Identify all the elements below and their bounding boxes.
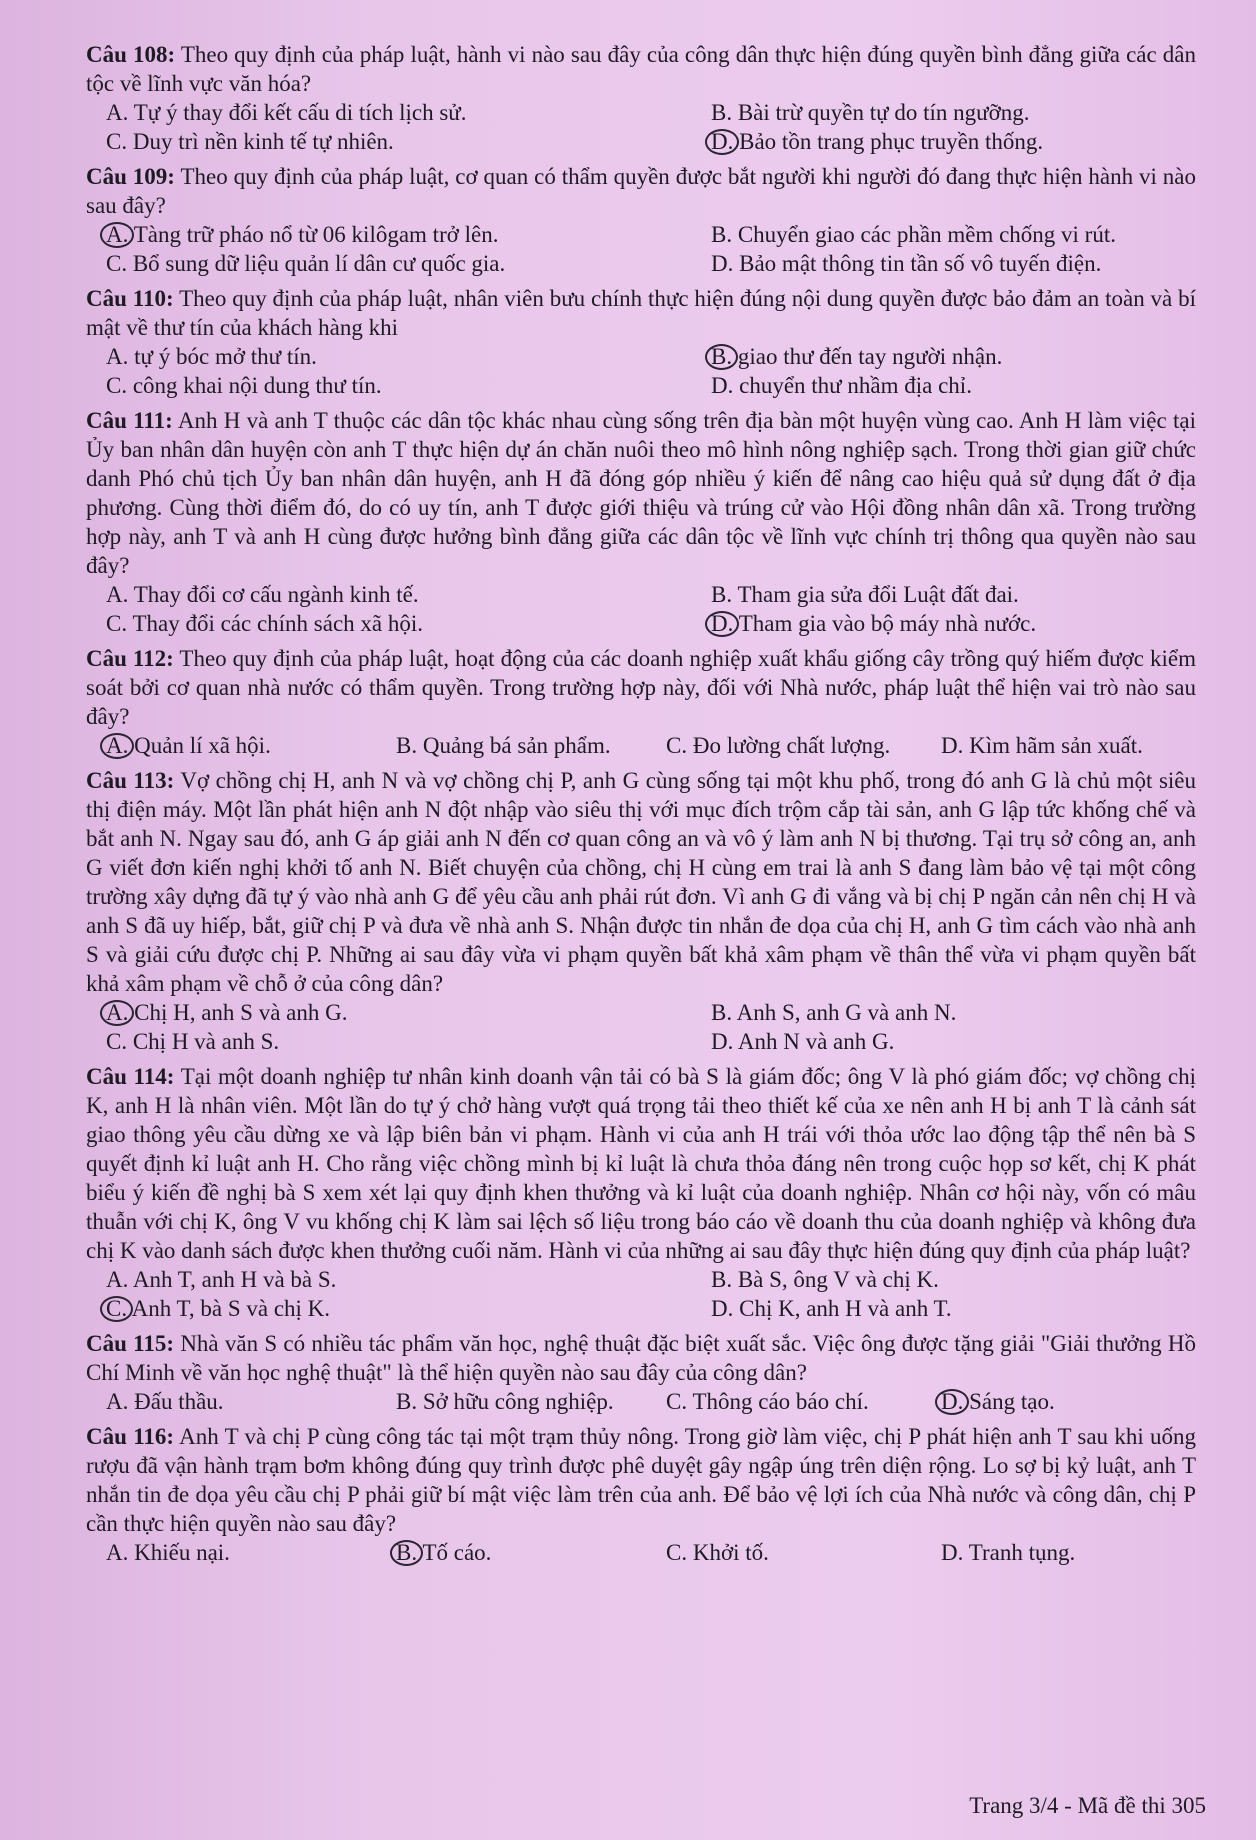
question-body: Tại một doanh nghiệp tư nhân kinh doanh vận tải có bà S là giám đốc; ông V là phó giám đốc; vợ chồng chị K, anh H là nhân viên. Một lần do tự ý chở hàng vượt quá trọng tải theo thiết kế của xe nên anh H bị anh T là cảnh sát giao thông yêu cầu dừng xe và lập biên bản vi phạm. Hành vi của anh H trái với thỏa ước lao động tập thể nên bà S quyết định kỉ luật anh H. Cho rằng việc chồng mình bị kỉ luật là chưa thỏa đáng nên trong cuộc họp sơ kết, chị K phát biểu ý kiến đề nghị bà S xem xét lại quy định khen thưởng và kỉ luật của doanh nghiệp. Nhân cơ hội này, vốn có mâu thuẫn với chị K, ông V vu khống chị K làm sai lệch số liệu trong báo cáo về doanh thu của doanh nghiệp và không đưa chị K vào danh sách được khen thưởng cuối năm. Hành vi của những ai sau đây thực hiện đúng quy định của pháp luật?: [86, 1064, 1196, 1263]
option-b: B. Chuyển giao các phần mềm chống vi rút.: [711, 222, 1116, 247]
question-text: [86, 1329, 1196, 1387]
question-body: Theo quy định của pháp luật, nhân viên bưu chính thực hiện đúng nội dung quyền được bảo đảm an toàn và bí mật về thư tín của khách hàng khi: [86, 286, 1196, 340]
circled-answer-mark: B.: [705, 344, 738, 370]
option-list: [86, 731, 1196, 760]
question-text: [86, 1062, 1196, 1265]
option-list: [86, 342, 1196, 400]
option-c: C. Duy trì nền kinh tế tự nhiên.: [106, 129, 394, 154]
option-c: C. Bổ sung dữ liệu quản lí dân cư quốc gia.: [106, 251, 506, 276]
question-115: [86, 1329, 1196, 1416]
circled-answer-mark: D.: [705, 129, 739, 155]
option-a: A. Chị H, anh S và anh G.: [106, 998, 651, 1027]
option-list: [86, 1387, 1196, 1416]
option-a: A. Tàng trữ pháo nổ từ 06 kilôgam trở lên.: [106, 220, 651, 249]
question-text: [86, 644, 1196, 731]
question-body: Nhà văn S có nhiều tác phẩm văn học, nghệ thuật đặc biệt xuất sắc. Việc ông được tặng giải "Giải thưởng Hồ Chí Minh về văn học nghệ thuật" là thể hiện quyền nào sau đây của công dân?: [86, 1331, 1197, 1385]
option-a: A. Quản lí xã hội.: [106, 731, 396, 760]
option-a: A. Thay đổi cơ cấu ngành kinh tế.: [106, 582, 419, 607]
option-c: C. Khởi tố.: [666, 1540, 769, 1565]
circled-answer-mark: D.: [935, 1389, 969, 1415]
option-a: A. tự ý bóc mở thư tín.: [106, 344, 317, 369]
option-a: A. Tự ý thay đổi kết cấu di tích lịch sử.: [106, 100, 467, 125]
option-a: A. Đấu thầu.: [106, 1389, 224, 1414]
question-111: [86, 406, 1196, 638]
option-b: B. Bà S, ông V và chị K.: [711, 1267, 939, 1292]
option-a: A. Khiếu nại.: [106, 1540, 230, 1565]
option-c: C. Đo lường chất lượng.: [666, 733, 891, 758]
circled-answer-mark: A.: [100, 1000, 134, 1026]
question-text: [86, 766, 1196, 998]
option-d: D. Sáng tạo.: [941, 1387, 1196, 1416]
option-d: D. Bảo mật thông tin tần số vô tuyến điện.: [711, 251, 1102, 276]
question-number: Câu 112:: [86, 646, 174, 671]
question-body: Anh T và chị P cùng công tác tại một trạm thủy nông. Trong giờ làm việc, chị P phát hiện anh T sau khi uống rượu đã vận hành trạm bơm không đúng quy trình được phê duyệt gây ngập úng trên diện rộng. Lo sợ bị kỷ luật, anh T nhắn tin đe dọa yêu cầu chị P phải giữ bí mật việc làm trên của anh. Để bảo vệ lợi ích của Nhà nước và công dân, chị P cần thực hiện quyền nào sau đây?: [86, 1424, 1197, 1536]
question-body: Anh H và anh T thuộc các dân tộc khác nhau cùng sống trên địa bàn một huyện vùng cao. Anh H làm việc tại Ủy ban nhân dân huyện còn anh T thực hiện dự án chăn nuôi theo mô hình nông nghiệp sạch. Trong thời gian giữ chức danh Phó chủ tịch Ủy ban nhân dân huyện, anh H đã đóng góp nhiều ý kiến để nâng cao hiệu quả sử dụng đất ở địa phương. Cùng thời điểm đó, do có uy tín, anh T được giới thiệu và trúng cử vào Hội đồng nhân dân xã. Trong trường hợp này, anh T và anh H cùng được hưởng bình đẳng giữa các dân tộc về lĩnh vực chính trị thông qua quyền nào sau đây?: [86, 408, 1196, 578]
question-116: [86, 1422, 1196, 1567]
question-body: Theo quy định của pháp luật, hành vi nào sau đây của công dân thực hiện đúng quyền bình đẳng giữa các dân tộc về lĩnh vực văn hóa?: [86, 42, 1197, 96]
question-number: Câu 108:: [86, 42, 176, 67]
option-list: [86, 998, 1196, 1056]
option-c: C. Thông cáo báo chí.: [666, 1389, 869, 1414]
option-d: D. Tranh tụng.: [941, 1540, 1076, 1565]
question-body: Theo quy định của pháp luật, cơ quan có thẩm quyền được bắt người khi người đó đang thực hiện hành vi nào sau đây?: [86, 164, 1196, 218]
question-number: Câu 113:: [86, 768, 175, 793]
option-d: D. chuyển thư nhầm địa chỉ.: [711, 373, 972, 398]
page-footer: Trang 3/4 - Mã đề thi 305: [969, 1793, 1206, 1818]
option-d: D. Kìm hãm sản xuất.: [941, 733, 1143, 758]
option-b: B. Quảng bá sản phẩm.: [396, 733, 611, 758]
option-d: D. Anh N và anh G.: [711, 1029, 895, 1054]
question-text: [86, 284, 1196, 342]
option-d: D. Chị K, anh H và anh T.: [711, 1296, 952, 1321]
circled-answer-mark: A.: [100, 733, 134, 759]
circled-answer-mark: C.: [100, 1296, 133, 1322]
question-number: Câu 111:: [86, 408, 173, 433]
option-c: C. công khai nội dung thư tín.: [106, 373, 382, 398]
question-text: [86, 40, 1196, 98]
question-text: [86, 406, 1196, 580]
option-c: C. Chị H và anh S.: [106, 1029, 280, 1054]
option-d: D. Bảo tồn trang phục truyền thống.: [651, 127, 1196, 156]
question-number: Câu 115:: [86, 1331, 175, 1356]
question-108: [86, 40, 1196, 156]
option-list: [86, 98, 1196, 156]
option-list: [86, 1538, 1196, 1567]
option-b: B. giao thư đến tay người nhận.: [651, 342, 1196, 371]
option-list: [86, 1265, 1196, 1323]
option-b: B. Sở hữu công nghiệp.: [396, 1389, 614, 1414]
question-112: [86, 644, 1196, 760]
question-number: Câu 116:: [86, 1424, 175, 1449]
question-number: Câu 114:: [86, 1064, 175, 1089]
option-b: B. Bài trừ quyền tự do tín ngưỡng.: [711, 100, 1030, 125]
option-a: A. Anh T, anh H và bà S.: [106, 1267, 337, 1292]
question-113: [86, 766, 1196, 1056]
option-list: [86, 580, 1196, 638]
question-109: [86, 162, 1196, 278]
option-b: B. Anh S, anh G và anh N.: [711, 1000, 957, 1025]
circled-answer-mark: A.: [100, 222, 134, 248]
question-114: [86, 1062, 1196, 1323]
circled-answer-mark: B.: [390, 1540, 423, 1566]
option-b: B. Tham gia sửa đổi Luật đất đai.: [711, 582, 1019, 607]
question-list: [86, 40, 1196, 1573]
option-list: [86, 220, 1196, 278]
circled-answer-mark: D.: [705, 611, 739, 637]
option-d: D. Tham gia vào bộ máy nhà nước.: [651, 609, 1196, 638]
option-c: C. Thay đổi các chính sách xã hội.: [106, 611, 424, 636]
question-body: Theo quy định của pháp luật, hoạt động của các doanh nghiệp xuất khẩu giống cây trồng quý hiếm được kiểm soát bởi cơ quan nhà nước có thẩm quyền. Trong trường hợp này, đối với Nhà nước, pháp luật thể hiện vai trò nào sau đây?: [86, 646, 1196, 729]
question-110: [86, 284, 1196, 400]
question-text: [86, 162, 1196, 220]
question-number: Câu 109:: [86, 164, 175, 189]
option-c: C. Anh T, bà S và chị K.: [106, 1294, 651, 1323]
question-text: [86, 1422, 1196, 1538]
question-body: Vợ chồng chị H, anh N và vợ chồng chị P, anh G cùng sống tại một khu phố, trong đó anh G là chủ một siêu thị điện máy. Một lần phát hiện anh N đột nhập vào siêu thị với mục đích trộm cắp tài sản, anh G lập tức khống chế và bắt anh N. Ngay sau đó, anh G áp giải anh N đến cơ quan công an và vô ý làm anh N bị thương. Tại trụ sở công an, anh G viết đơn kiến nghị khởi tố anh N. Biết chuyện của chồng, chị H cùng em trai là anh S đang làm bảo vệ tại một công trường xây dựng đã tự ý vào nhà anh G để yêu cầu anh phải rút đơn. Vì anh G đi vắng và bị chị P ngăn cản nên chị H và anh S đã uy hiếp, bắt, giữ chị P và đưa về nhà anh S. Nhận được tin nhắn đe dọa của chị H, anh G tìm cách vào nhà anh S và giải cứu được chị P. Những ai sau đây vừa vi phạm quyền bất khả xâm phạm về thân thể vừa vi phạm quyền bất khả xâm phạm về chỗ ở của công dân?: [86, 768, 1196, 996]
option-b: B. Tố cáo.: [396, 1538, 666, 1567]
question-number: Câu 110:: [86, 286, 174, 311]
